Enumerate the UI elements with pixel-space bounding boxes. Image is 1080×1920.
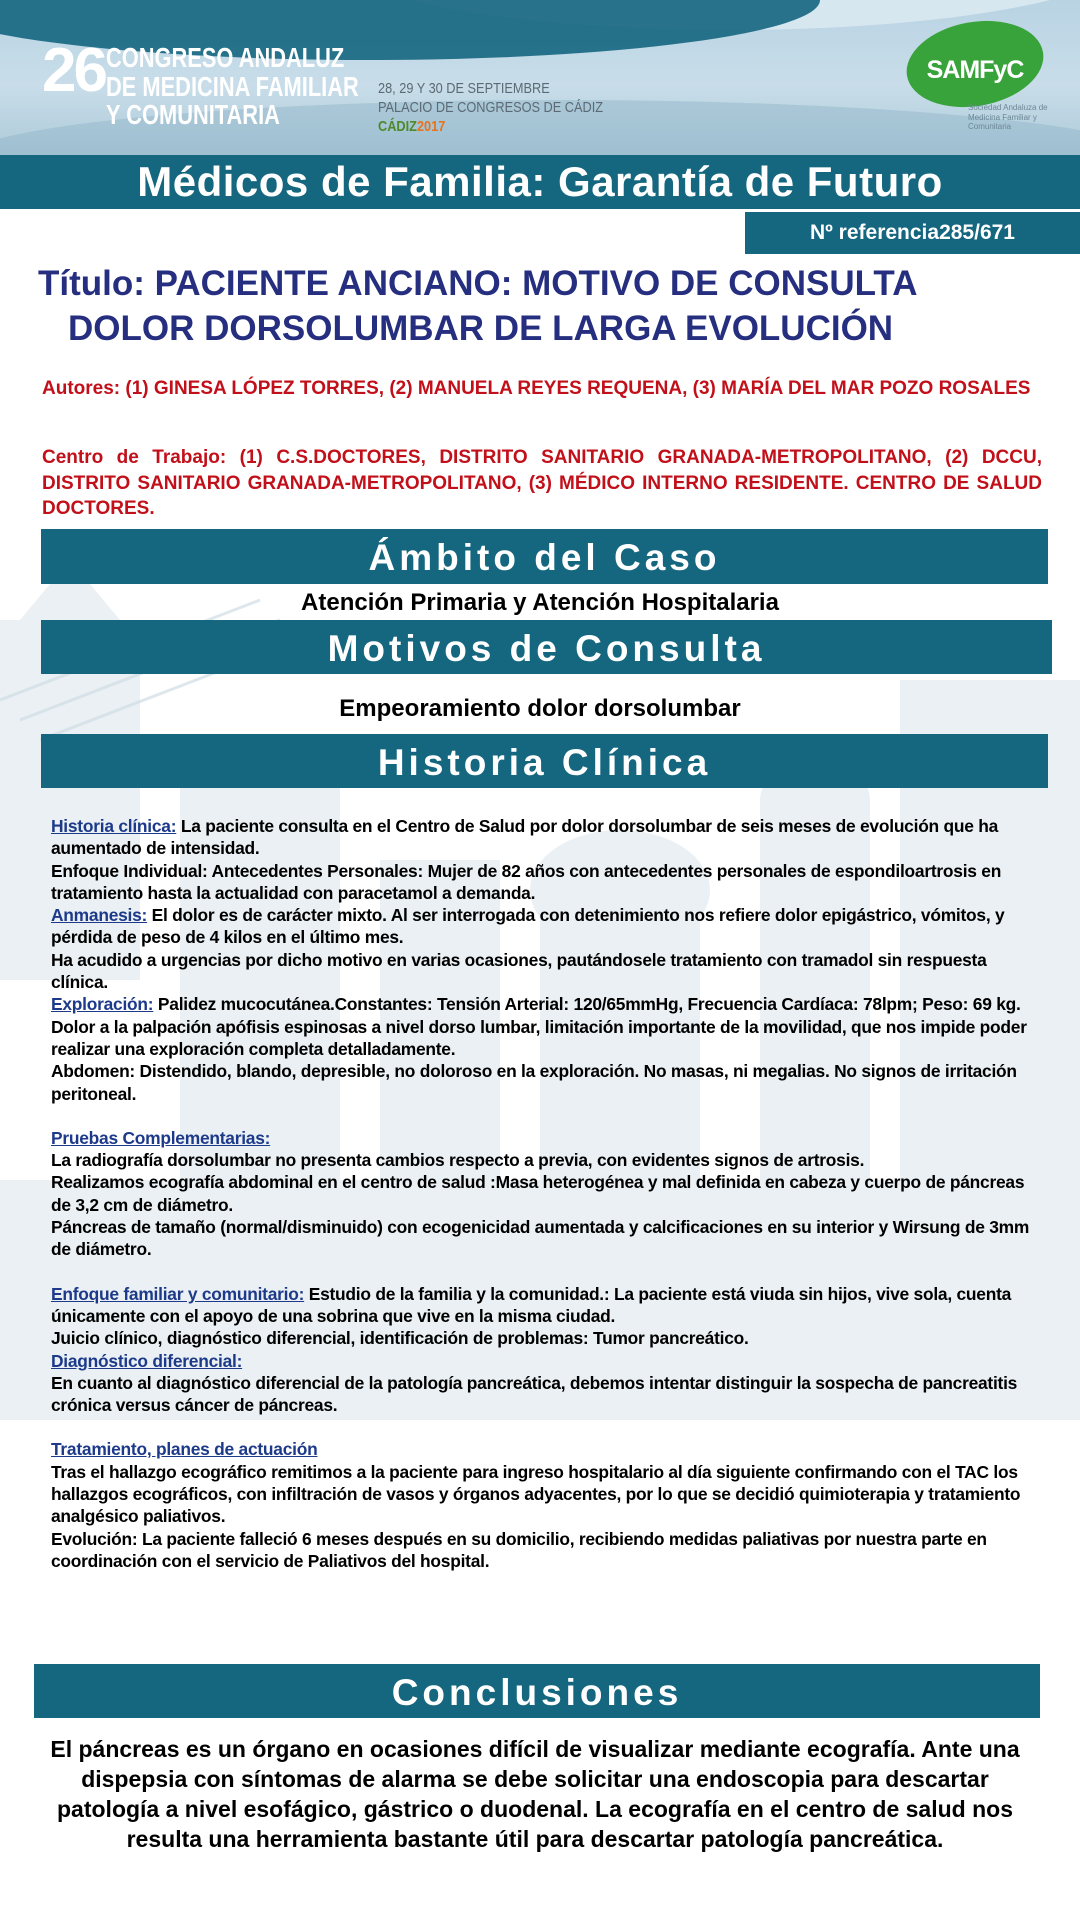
exploration-label: Exploración: [51, 994, 154, 1015]
motivos-text: Empeoramiento dolor dorsolumbar [339, 695, 741, 722]
section-historia-heading: Historia Clínica [41, 734, 1048, 788]
abdomen-text: Abdomen: Distendido, blando, depresible, no doloroso en la exploración. No masas, ni megalias. No signos de irritación peritoneal. [51, 1061, 1017, 1104]
edition-number: 26 [42, 36, 105, 105]
treatment-label: Tratamiento, planes de actuación [51, 1439, 318, 1460]
work-center: Centro de Trabajo: (1) C.S.DOCTORES, DISTRITO SANITARIO GRANADA-METROPOLITANO, (2) DCCU, DISTRITO SANITARIO GRANADA-METROPOLITANO, (3) MÉDICO INTERNO RESIDENTE. CENTRO DE SALUD DOCTORES. [42, 447, 1042, 520]
exploration-paragraph: Exploración: Palidez mucocutánea.Constantes: Tensión Arterial: 120/65mmHg, Frecuencia Cardíaca: 78lpm; Peso: 69 kg. [51, 994, 1021, 1015]
logo-subtext: Sociedad Andaluza de Medicina Familiar y Comunitaria [968, 103, 1048, 132]
ultrasound-text: Realizamos ecografía abdominal en el centro de salud :Masa heterogénea y mal definida en cabeza y cuerpo de páncreas de 3,2 cm de diámetro. [51, 1172, 1025, 1215]
individual-approach: Enfoque Individual: Antecedentes Personales: Mujer de 82 años con antecedentes personales de espondiloartrosis en tratamiento hasta la actualidad con paracetamol a demanda. [51, 860, 1002, 903]
evolution-text: Evolución: La paciente falleció 6 meses después en su domicilio, recibiendo medidas paliativas por nuestra parte en coordinación con el servicio de Paliativos del hospital. [51, 1528, 987, 1571]
congress-name: CONGRESO ANDALUZ DE MEDICINA FAMILIAR Y COMUNITARIA [106, 42, 359, 131]
history-paragraph: Historia clínica: La paciente consulta en el Centro de Salud por dolor dorsolumbar de seis meses de evolución que ha aumentado de intensidad. [51, 816, 999, 859]
reference-number: Nº referencia285/671 [745, 212, 1080, 254]
pancreas-text: Páncreas de tamaño (normal/disminuido) con ecogenicidad aumentada y calcificaciones en su interior y Wirsung de 3mm de diámetro. [51, 1217, 1030, 1260]
section-motivos-heading: Motivos de Consulta [41, 620, 1052, 674]
anamnesis-label: Anmanesis: [51, 905, 148, 926]
family-approach-paragraph: Enfoque familiar y comunitario: Estudio de la familia y la comunidad.: La paciente está viuda sin hijos, vive sola, cuenta únicamente con el apoyo de una sobrina que vive en la misma ciudad. [51, 1283, 1012, 1326]
slogan: Médicos de Familia: Garantía de Futuro [137, 158, 943, 205]
logo-text: SAMFyC [926, 56, 1024, 84]
anamnesis-paragraph: Anmanesis: El dolor es de carácter mixto. Al ser interrogada con detenimiento nos refiere dolor epigástrico, vómitos, y pérdida de peso de 4 kilos en el último mes. [51, 905, 1005, 948]
tests-label: Pruebas Complementarias: [51, 1127, 271, 1148]
case-title: Título: PACIENTE ANCIANO: MOTIVO DE CONSULTA DOLOR DORSOLUMBAR DE LARGA EVOLUCIÓN [38, 264, 918, 348]
radiography-text: La radiografía dorsolumbar no presenta cambios respecto a previa, con evidentes signos de artrosis. [51, 1150, 865, 1171]
ambito-text: Atención Primaria y Atención Hospitalaria [301, 589, 779, 616]
history-label: Historia clínica: [51, 816, 177, 836]
conclusions-text: El páncreas es un órgano en ocasiones difícil de visualizar mediante ecografía. Ante una dispepsia con síntomas de alarma se debe solicitar una endoscopia para descartar patología a nivel esofágico, gástrico o duodenal. La ecografía en el centro de salud nos resulta una herramienta bastante útil para descartar patología pancreática. [50, 1736, 1020, 1852]
family-approach-label: Enfoque familiar y comunitario: [51, 1283, 305, 1304]
clinical-judgement: Juicio clínico, diagnóstico diferencial, identificación de problemas: Tumor pancreático. [51, 1328, 749, 1349]
differential-text: En cuanto al diagnóstico diferencial de la patología pancreática, debemos intentar distinguir la sospecha de pancreatitis crónica versus cáncer de páncreas. [51, 1372, 1018, 1416]
slogan-band [0, 155, 1080, 209]
authors: Autores: (1) GINESA LÓPEZ TORRES, (2) MANUELA REYES REQUENA, (3) MARÍA DEL MAR POZO ROSALES [42, 378, 1031, 399]
congress-dates: 28, 29 Y 30 DE SEPTIEMBRE PALACIO DE CONGRESOS DE CÁDIZ CÁDIZ2017 [378, 80, 604, 135]
section-conclusiones-heading: Conclusiones [34, 1664, 1040, 1718]
treatment-text: Tras el hallazgo ecográfico remitimos a la paciente para ingreso hospitalario al día siguiente confirmando con el TAC los hallazgos ecográficos, con infiltración de vasos y órganos adyacentes, por lo que se decidió quimioterapia y tratamiento analgésico paliativos. [51, 1461, 1021, 1527]
clinical-history [51, 815, 1041, 1572]
congress-banner [0, 0, 1080, 155]
differential-label: Diagnóstico diferencial: [51, 1350, 243, 1371]
section-ambito-heading: Ámbito del Caso [41, 529, 1048, 584]
emergency-visits: Ha acudido a urgencias por dicho motivo en varias ocasiones, pautándosele tratamiento con tramadol sin respuesta clínica. [51, 949, 987, 993]
palpation-text: Dolor a la palpación apófisis espinosas a nivel dorso lumbar, limitación importante de la movilidad, que nos impide poder realizar una exploración completa detalladamente. [51, 1016, 1027, 1059]
